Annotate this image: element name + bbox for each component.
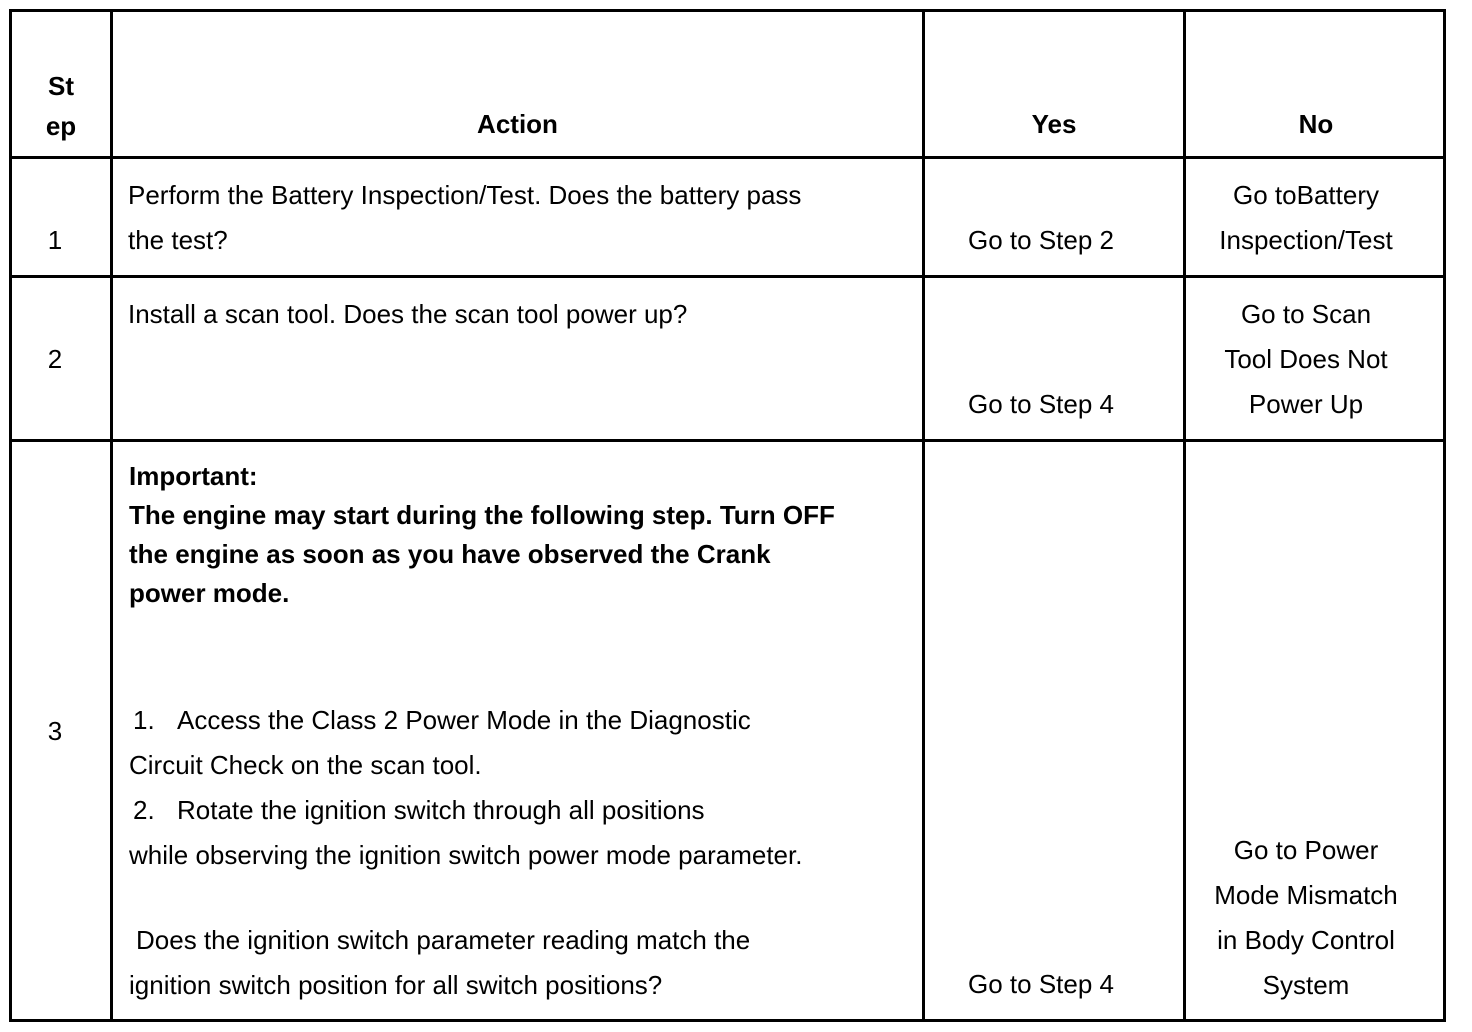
header-step-line1: St [48, 71, 74, 101]
header-no: No [1298, 109, 1334, 139]
yes-result: Go to Step 4 [968, 389, 1114, 419]
important-note [129, 457, 835, 613]
list-item-continuation: while observing the ignition switch power mode parameter. [129, 840, 803, 870]
important-line: The engine may start during the following step. Turn OFF [129, 500, 835, 530]
action-line: Perform the Battery Inspection/Test. Does the battery pass [128, 180, 802, 210]
no-result [1186, 828, 1426, 1008]
no-result [1186, 292, 1426, 427]
header-action: Action [477, 109, 558, 139]
no-result-line: System [1262, 970, 1350, 1000]
list-item [129, 698, 802, 743]
list-item-number: 2. [133, 795, 155, 825]
action-line: the test? [128, 225, 228, 255]
action-line: Install a scan tool. Does the scan tool power up? [128, 299, 688, 329]
no-result-line: Go to Power [1233, 835, 1379, 865]
important-label: Important: [129, 461, 258, 491]
no-result-line: Power Up [1248, 389, 1364, 419]
step-number: 1 [47, 225, 63, 255]
important-line: the engine as soon as you have observed the Crank [129, 539, 771, 569]
list-item [129, 788, 802, 833]
list-item-continuation: Circuit Check on the scan tool. [129, 750, 482, 780]
step-number: 3 [47, 716, 63, 746]
diagnostic-table [9, 9, 1446, 1022]
question-text [129, 918, 750, 1008]
yes-result: Go to Step 4 [968, 969, 1114, 999]
no-result-line: Inspection/Test [1219, 225, 1393, 255]
header-step [12, 66, 110, 146]
column-divider [922, 12, 925, 1019]
list-item-number: 1. [133, 705, 155, 735]
column-divider [110, 12, 113, 1019]
procedure-steps [129, 698, 802, 878]
no-result [1186, 173, 1426, 263]
yes-result: Go to Step 2 [968, 225, 1114, 255]
list-item-text: Rotate the ignition switch through all positions [177, 795, 705, 825]
no-result-line: in Body Control [1217, 925, 1395, 955]
question-line: ignition switch position for all switch positions? [129, 970, 663, 1000]
no-result-line: Go to Scan [1240, 299, 1372, 329]
row-divider [12, 275, 1443, 278]
no-result-line: Go toBattery [1233, 180, 1379, 210]
header-yes: Yes [1031, 109, 1077, 139]
action-text [128, 173, 801, 263]
question-line: Does the ignition switch parameter reading match the [136, 925, 751, 955]
action-text [128, 292, 687, 337]
list-item-text: Access the Class 2 Power Mode in the Diagnostic [177, 705, 751, 735]
header-step-line2: ep [45, 111, 77, 141]
row-divider [12, 439, 1443, 442]
step-number: 2 [47, 344, 63, 374]
no-result-line: Tool Does Not [1224, 344, 1388, 374]
row-divider [12, 156, 1443, 159]
important-line: power mode. [129, 578, 290, 608]
no-result-line: Mode Mismatch [1214, 880, 1398, 910]
